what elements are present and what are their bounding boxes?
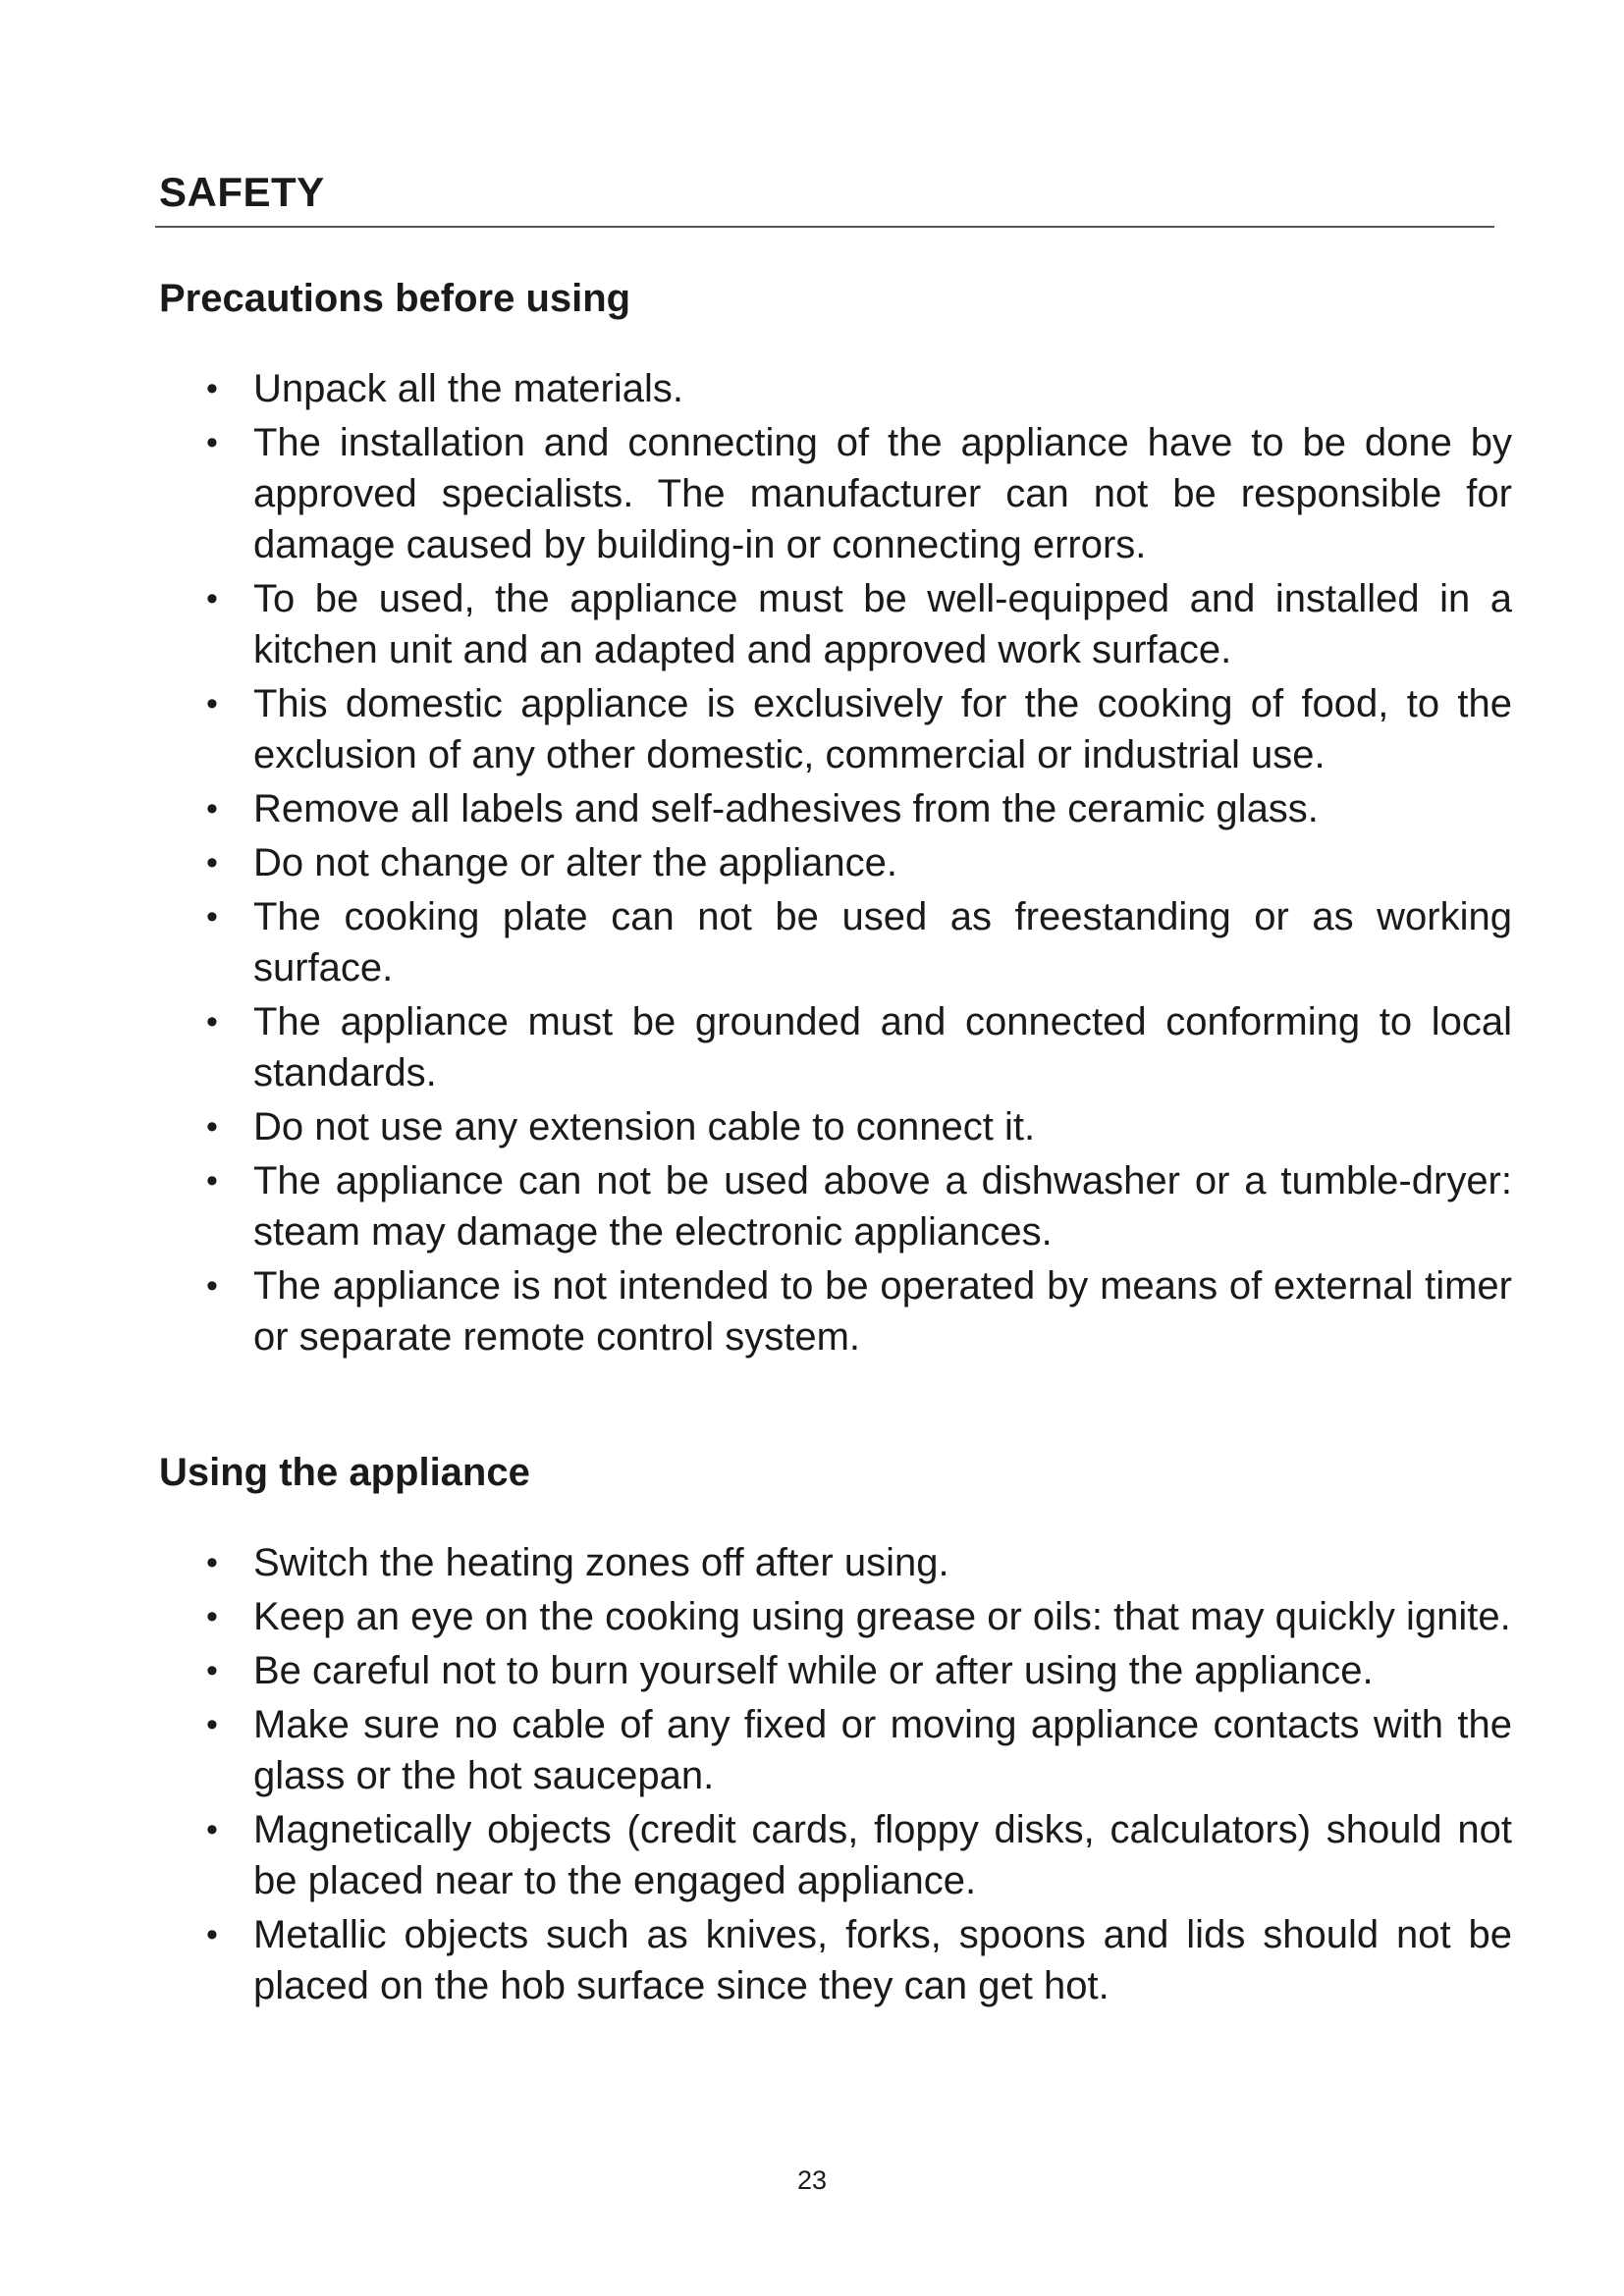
list-item: • The appliance must be grounded and connected conforming to local standards. — [196, 996, 1512, 1098]
list-item: • The appliance can not be used above a dishwasher or a tumble-dryer: steam may damage the electronic appliances. — [196, 1155, 1512, 1257]
bullet-icon: • — [206, 1652, 218, 1689]
bullet-icon: • — [206, 1108, 218, 1146]
bullet-icon: • — [206, 1162, 218, 1200]
bullet-icon: • — [206, 844, 218, 881]
list-item: • Unpack all the materials. — [196, 363, 1512, 414]
using-appliance-list — [196, 1537, 1512, 2014]
page-title: SAFETY — [159, 169, 325, 215]
bullet-icon: • — [206, 1598, 218, 1635]
bullet-icon: • — [206, 685, 218, 722]
list-item: • Switch the heating zones off after using. — [196, 1537, 1512, 1588]
section-heading-using-appliance: Using the appliance — [159, 1451, 530, 1494]
list-item: • The installation and connecting of the appliance have to be done by approved specialists. The manufacturer can not be responsible for damage caused by building-in or connecting errors. — [196, 417, 1512, 570]
list-item: • Do not change or alter the appliance. — [196, 837, 1512, 888]
precautions-list — [196, 363, 1512, 1365]
title-underline-divider — [155, 226, 1494, 228]
bullet-icon: • — [206, 1706, 218, 1743]
bullet-icon: • — [206, 1544, 218, 1581]
bullet-icon: • — [206, 1916, 218, 1953]
list-item: • Metallic objects such as knives, forks, spoons and lids should not be placed on the hob surface since they can get hot. — [196, 1909, 1512, 2011]
bullet-icon: • — [206, 1811, 218, 1848]
list-item: • To be used, the appliance must be well-equipped and installed in a kitchen unit and an adapted and approved work surface. — [196, 573, 1512, 675]
page-number: 23 — [796, 2165, 828, 2195]
bullet-icon: • — [206, 1267, 218, 1305]
bullet-icon: • — [206, 580, 218, 617]
list-item: • The appliance is not intended to be operated by means of external timer or separate remote control system. — [196, 1260, 1512, 1362]
list-item: • This domestic appliance is exclusively for the cooking of food, to the exclusion of any other domestic, commercial or industrial use. — [196, 678, 1512, 780]
list-item: • Make sure no cable of any fixed or moving appliance contacts with the glass or the hot saucepan. — [196, 1699, 1512, 1801]
section-heading-precautions: Precautions before using — [159, 277, 631, 320]
bullet-icon: • — [206, 790, 218, 828]
list-item: • Do not use any extension cable to connect it. — [196, 1101, 1512, 1152]
bullet-icon: • — [206, 1003, 218, 1041]
list-item: • Magnetically objects (credit cards, floppy disks, calculators) should not be placed near to the engaged appliance. — [196, 1804, 1512, 1906]
list-item: • Be careful not to burn yourself while or after using the appliance. — [196, 1645, 1512, 1696]
bullet-icon: • — [206, 424, 218, 461]
list-item: • Remove all labels and self-adhesives from the ceramic glass. — [196, 783, 1512, 834]
list-item: • The cooking plate can not be used as freestanding or as working surface. — [196, 891, 1512, 993]
list-item: • Keep an eye on the cooking using grease or oils: that may quickly ignite. — [196, 1591, 1512, 1642]
bullet-icon: • — [206, 898, 218, 935]
bullet-icon: • — [206, 370, 218, 407]
